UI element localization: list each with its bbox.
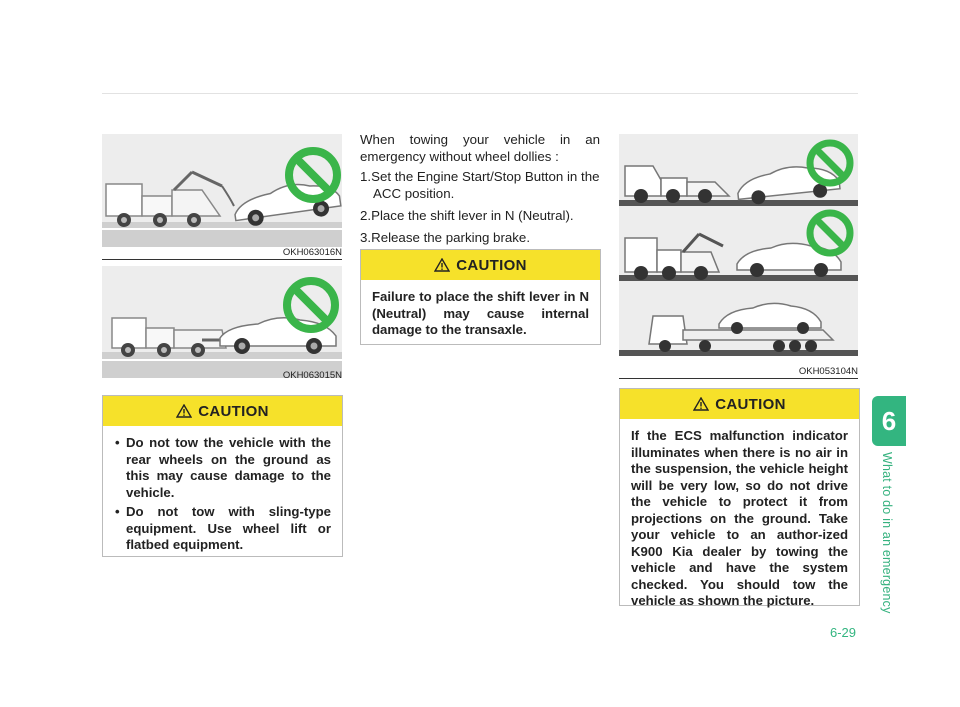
caution-box-towing xyxy=(102,395,343,557)
caution-text: If the ECS malfunction indicator illuminates when there is no air in the suspension, the vehicle height will be very low, so do not drive the vehicle to protect it from projections on the ground. Take your vehicle to an author-ized K900 Kia dealer by towing the vehicle and have the system checked. You should tow the vehicle as shown the picture. xyxy=(631,428,848,608)
section-title-vertical xyxy=(880,452,898,612)
figure-tow-wheel-lift-rear xyxy=(102,134,342,247)
caution-box-ecs xyxy=(619,388,860,606)
figure-tow-methods xyxy=(619,134,858,356)
figure-code-1: OKH063016N xyxy=(282,247,342,258)
step-item: 2.Place the shift lever in N (Neutral). xyxy=(360,208,574,223)
caution-title: CAUTION xyxy=(456,256,527,274)
prohibited-icon xyxy=(282,276,340,334)
warning-triangle-icon xyxy=(434,258,450,272)
step-item: 1.Set the Engine Start/Stop Button in the ACC position. xyxy=(360,169,600,201)
intro-lead: When towing your vehicle in an emergency without wheel dollies : xyxy=(360,132,600,164)
prohibited-icon xyxy=(805,208,855,258)
section-tab: 6 xyxy=(872,396,906,446)
warning-triangle-icon xyxy=(693,397,709,411)
caution-bullet: • Do not tow with sling-type equipment. Use wheel lift or flatbed equipment. xyxy=(114,504,331,554)
caution-header xyxy=(620,389,859,419)
figure-code-3: OKH053104N xyxy=(798,366,858,377)
prohibited-icon xyxy=(805,138,855,188)
caution-title: CAUTION xyxy=(198,402,269,420)
section-title: What to do in an emergency xyxy=(880,452,894,614)
figure-rule-3 xyxy=(619,378,858,379)
caution-header xyxy=(361,250,600,280)
step-item: 3.Release the parking brake. xyxy=(360,230,531,245)
caution-title: CAUTION xyxy=(715,395,786,413)
prohibited-icon xyxy=(284,146,342,204)
page-number: 6-29 xyxy=(829,625,856,640)
figure-code-2: OKH063015N xyxy=(282,370,342,381)
header-rule xyxy=(102,93,858,94)
caution-bullet: • Do not tow the vehicle with the rear wheels on the ground as this may cause damage to the vehicle. xyxy=(114,435,331,501)
towing-instructions xyxy=(360,131,600,251)
figure-tow-wheel-lift-flat xyxy=(102,266,342,378)
figure-rule-1 xyxy=(102,259,342,260)
caution-text: Failure to place the shift lever in N (Neutral) may cause internal damage to the transaxle. xyxy=(372,289,589,337)
warning-triangle-icon xyxy=(176,404,192,418)
caution-box-shift-lever xyxy=(360,249,601,345)
caution-header xyxy=(103,396,342,426)
